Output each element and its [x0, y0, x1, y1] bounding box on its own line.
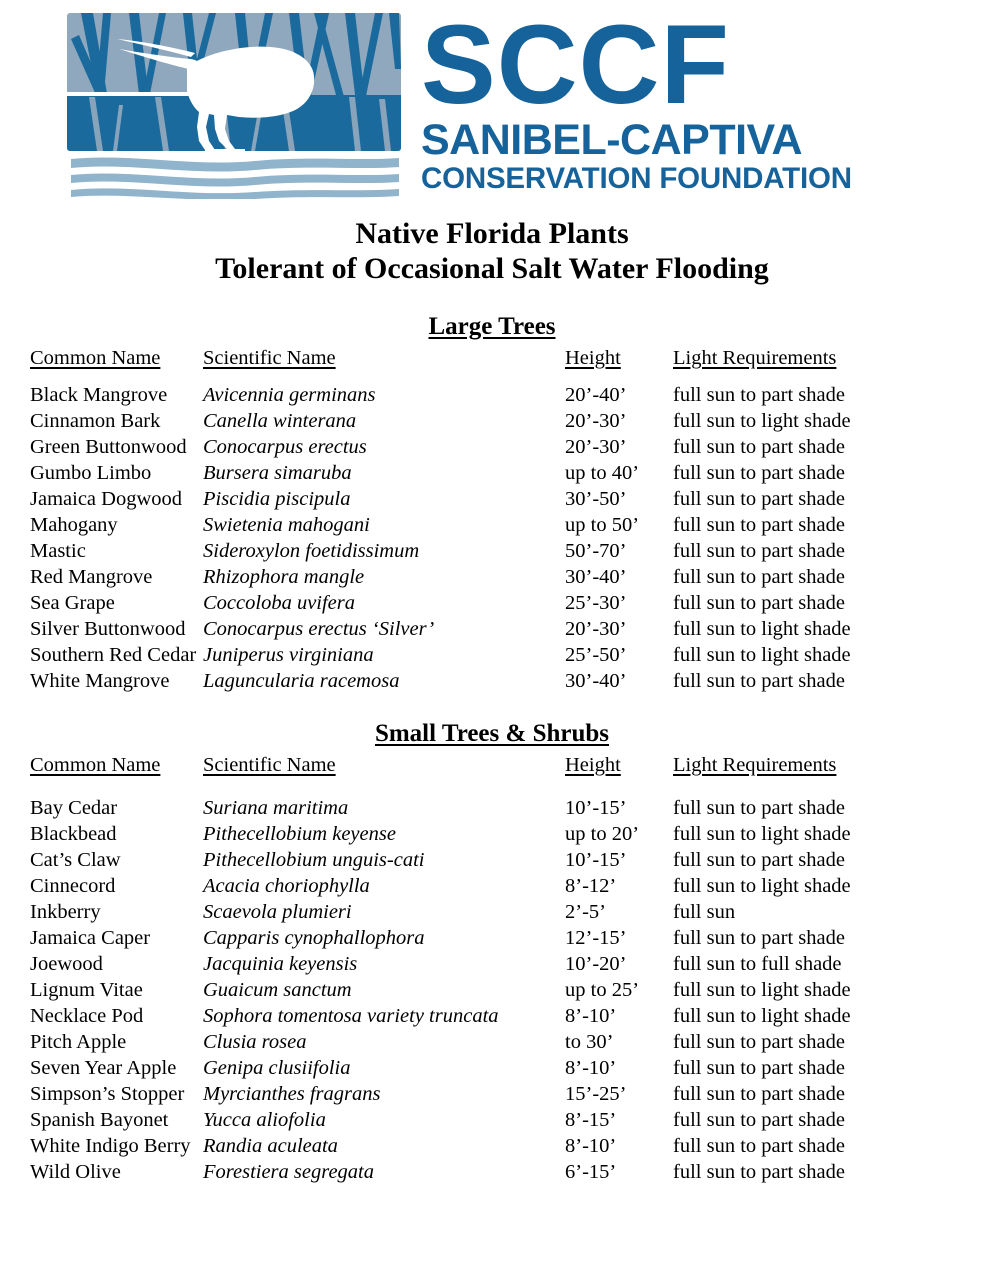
- cell-light-requirements: full sun to part shade: [673, 461, 845, 484]
- table-row: [0, 1159, 984, 1185]
- cell-scientific-name: [203, 1029, 565, 1055]
- cell-scientific-name: [203, 1107, 565, 1133]
- scientific-name-qualifier: ‘Silver’: [366, 617, 435, 640]
- cell-common-name: Cat’s Claw: [30, 848, 121, 871]
- table-row: [0, 977, 984, 1003]
- cell-scientific-name: [203, 899, 565, 925]
- scientific-name-variety: truncata: [429, 1004, 499, 1027]
- section-heading-small-trees-shrubs: [0, 720, 984, 748]
- cell-height: 10’-15’: [565, 848, 627, 871]
- cell-height: 20’-30’: [565, 409, 627, 432]
- table-row: [0, 434, 984, 460]
- cell-common-name: Wild Olive: [30, 1160, 121, 1183]
- cell-height: 10’-20’: [565, 952, 627, 975]
- cell-light-requirements: full sun to light shade: [673, 409, 851, 432]
- cell-light-requirements: full sun to part shade: [673, 848, 845, 871]
- sccf-name-line-2: CONSERVATION FOUNDATION: [421, 162, 852, 196]
- cell-scientific-name: [203, 590, 565, 616]
- table-row: [0, 925, 984, 951]
- cell-light-requirements: full sun to part shade: [673, 1030, 845, 1053]
- cell-light-requirements: full sun to part shade: [673, 1160, 845, 1183]
- cell-scientific-name: [203, 1055, 565, 1081]
- cell-light-requirements: full sun to part shade: [673, 796, 845, 819]
- cell-common-name: Inkberry: [30, 900, 101, 923]
- cell-scientific-name: [203, 873, 565, 899]
- cell-common-name: Silver Buttonwood: [30, 617, 186, 640]
- table-row: [0, 951, 984, 977]
- cell-common-name: White Indigo Berry: [30, 1134, 191, 1157]
- page-title-line-1: Native Florida Plants: [355, 217, 629, 250]
- cell-common-name: Cinnecord: [30, 874, 116, 897]
- cell-scientific-name: [203, 1081, 565, 1107]
- cell-height: to 30’: [565, 1030, 614, 1053]
- sccf-logo-wordmark: [409, 1, 935, 196]
- cell-height: 2’-5’: [565, 900, 606, 923]
- large-trees-table-header: [0, 345, 984, 382]
- table-row: [0, 512, 984, 538]
- scientific-name-italic: Myrcianthes fragrans: [203, 1082, 381, 1105]
- scientific-name-italic: Sophora tomentosa: [203, 1004, 362, 1027]
- cell-height: 8’-10’: [565, 1056, 617, 1079]
- page-title: [0, 216, 984, 287]
- scientific-name-italic: Juniperus virginiana: [203, 643, 374, 666]
- column-header-height: Height: [565, 753, 621, 776]
- cell-light-requirements: full sun to part shade: [673, 669, 845, 692]
- table-row: [0, 873, 984, 899]
- cell-common-name: Mahogany: [30, 513, 118, 536]
- cell-scientific-name: [203, 789, 565, 821]
- cell-light-requirements: full sun to part shade: [673, 435, 845, 458]
- table-row: [0, 1107, 984, 1133]
- cell-light-requirements: full sun: [673, 900, 736, 923]
- cell-common-name: Cinnamon Bark: [30, 409, 161, 432]
- table-row: [0, 847, 984, 873]
- scientific-name-italic: Guaicum sanctum: [203, 978, 352, 1001]
- column-header-light-requirements: Light Requirements: [673, 346, 837, 369]
- cell-common-name: Joewood: [30, 952, 103, 975]
- table-row: [0, 821, 984, 847]
- cell-common-name: Gumbo Limbo: [30, 461, 152, 484]
- large-trees-table-body: [0, 382, 984, 694]
- sccf-logo-mark-egret-marsh: [59, 9, 409, 199]
- column-header-light-requirements: Light Requirements: [673, 753, 837, 776]
- small-trees-shrubs-table-body: [0, 789, 984, 1185]
- sccf-acronym: SCCF: [421, 1, 730, 127]
- cell-light-requirements: full sun to part shade: [673, 1056, 845, 1079]
- scientific-name-italic: Avicennia germinans: [203, 383, 376, 406]
- cell-light-requirements: full sun to part shade: [673, 513, 845, 536]
- scientific-name-italic: Capparis cynophallophora: [203, 926, 425, 949]
- cell-common-name: Southern Red Cedar: [30, 643, 197, 666]
- table-row: [0, 538, 984, 564]
- section-heading-large-trees: [0, 313, 984, 341]
- scientific-name-italic: Forestiera segregata: [203, 1160, 374, 1183]
- scientific-name-qualifier: variety: [361, 1004, 430, 1027]
- cell-light-requirements: full sun to part shade: [673, 539, 845, 562]
- cell-height: 20’-30’: [565, 435, 627, 458]
- cell-height: 8’-10’: [565, 1134, 617, 1157]
- cell-light-requirements: full sun to full shade: [673, 952, 842, 975]
- cell-light-requirements: full sun to light shade: [673, 1004, 851, 1027]
- cell-height: 25’-30’: [565, 591, 627, 614]
- small-trees-shrubs-table: [0, 752, 984, 1185]
- cell-common-name: Red Mangrove: [30, 565, 153, 588]
- table-header-row: [0, 345, 984, 382]
- large-trees-table: [0, 345, 984, 694]
- cell-scientific-name: [203, 951, 565, 977]
- scientific-name-italic: Acacia choriophylla: [203, 874, 370, 897]
- scientific-name-italic: Suriana maritima: [203, 796, 349, 819]
- table-row: [0, 564, 984, 590]
- cell-common-name: Black Mangrove: [30, 383, 168, 406]
- scientific-name-italic: Canella winterana: [203, 409, 357, 432]
- table-row: [0, 668, 984, 694]
- cell-light-requirements: full sun to part shade: [673, 565, 845, 588]
- sccf-logo: [49, 1, 935, 204]
- cell-scientific-name: [203, 847, 565, 873]
- table-row: [0, 1133, 984, 1159]
- cell-scientific-name: [203, 821, 565, 847]
- scientific-name-italic: Pithecellobium unguis-cati: [203, 848, 425, 871]
- cell-light-requirements: full sun to light shade: [673, 617, 851, 640]
- cell-scientific-name: [203, 512, 565, 538]
- cell-common-name: Seven Year Apple: [30, 1056, 177, 1079]
- section-small-trees-shrubs: [0, 720, 984, 1185]
- column-header-height: Height: [565, 346, 621, 369]
- cell-scientific-name: [203, 486, 565, 512]
- cell-height: 6’-15’: [565, 1160, 617, 1183]
- column-header-common-name: Common Name: [30, 753, 161, 776]
- cell-scientific-name: [203, 408, 565, 434]
- table-row: [0, 486, 984, 512]
- cell-scientific-name: [203, 564, 565, 590]
- scientific-name-italic: Swietenia mahogani: [203, 513, 370, 536]
- cell-height: 30’-50’: [565, 487, 627, 510]
- cell-light-requirements: full sun to part shade: [673, 1108, 845, 1131]
- scientific-name-italic: Coccoloba uvifera: [203, 591, 356, 614]
- table-row: [0, 590, 984, 616]
- cell-height: 8’-12’: [565, 874, 617, 897]
- sccf-name-line-1: SANIBEL-CAPTIVA: [421, 115, 803, 164]
- cell-light-requirements: full sun to part shade: [673, 487, 845, 510]
- page-title-line-2: Tolerant of Occasional Salt Water Flooding: [215, 252, 769, 286]
- cell-common-name: Pitch Apple: [30, 1030, 127, 1053]
- table-row: [0, 382, 984, 408]
- table-row: [0, 899, 984, 925]
- cell-scientific-name: [203, 1133, 565, 1159]
- cell-common-name: Green Buttonwood: [30, 435, 187, 458]
- cell-height: up to 25’: [565, 978, 640, 1001]
- cell-height: 25’-50’: [565, 643, 627, 666]
- cell-scientific-name: [203, 382, 565, 408]
- table-row: [0, 1003, 984, 1029]
- scientific-name-italic: Clusia rosea: [203, 1030, 307, 1053]
- cell-common-name: Sea Grape: [30, 591, 115, 614]
- cell-light-requirements: full sun to part shade: [673, 926, 845, 949]
- cell-height: 8’-10’: [565, 1004, 617, 1027]
- scientific-name-italic: Randia aculeata: [203, 1134, 338, 1157]
- cell-scientific-name: [203, 668, 565, 694]
- cell-light-requirements: full sun to light shade: [673, 643, 851, 666]
- table-row: [0, 616, 984, 642]
- cell-scientific-name: [203, 1003, 565, 1029]
- small-trees-shrubs-table-header: [0, 752, 984, 789]
- cell-height: 20’-30’: [565, 617, 627, 640]
- cell-height: 20’-40’: [565, 383, 627, 406]
- cell-height: 30’-40’: [565, 565, 627, 588]
- table-row: [0, 1055, 984, 1081]
- scientific-name-italic: Scaevola plumieri: [203, 900, 352, 923]
- scientific-name-italic: Yucca aliofolia: [203, 1108, 326, 1131]
- cell-light-requirements: full sun to part shade: [673, 1134, 845, 1157]
- scientific-name-italic: Rhizophora mangle: [203, 565, 365, 588]
- column-header-scientific-name: Scientific Name: [203, 346, 336, 369]
- cell-common-name: Jamaica Caper: [30, 926, 151, 949]
- scientific-name-italic: Bursera simaruba: [203, 461, 352, 484]
- table-row: [0, 1029, 984, 1055]
- cell-scientific-name: [203, 1159, 565, 1185]
- table-header-row: [0, 752, 984, 789]
- section-heading-large-trees-text: Large Trees: [428, 312, 556, 340]
- cell-height: 12’-15’: [565, 926, 627, 949]
- scientific-name-italic: Sideroxylon foetidissimum: [203, 539, 420, 562]
- cell-height: up to 20’: [565, 822, 640, 845]
- cell-common-name: Lignum Vitae: [30, 978, 143, 1001]
- cell-light-requirements: full sun to light shade: [673, 822, 851, 845]
- cell-height: 10’-15’: [565, 796, 627, 819]
- cell-scientific-name: [203, 538, 565, 564]
- cell-scientific-name: [203, 642, 565, 668]
- scientific-name-italic: Conocarpus erectus: [203, 617, 367, 640]
- cell-scientific-name: [203, 977, 565, 1003]
- cell-scientific-name: [203, 925, 565, 951]
- cell-height: up to 50’: [565, 513, 640, 536]
- cell-common-name: Mastic: [30, 539, 86, 562]
- scientific-name-italic: Genipa clusiifolia: [203, 1056, 351, 1079]
- table-row: [0, 1081, 984, 1107]
- section-large-trees: [0, 313, 984, 694]
- scientific-name-italic: Conocarpus erectus: [203, 435, 367, 458]
- cell-light-requirements: full sun to part shade: [673, 591, 845, 614]
- cell-common-name: Spanish Bayonet: [30, 1108, 169, 1131]
- scientific-name-italic: Pithecellobium keyense: [203, 822, 396, 845]
- cell-common-name: White Mangrove: [30, 669, 170, 692]
- column-header-scientific-name: Scientific Name: [203, 753, 336, 776]
- cell-height: up to 40’: [565, 461, 640, 484]
- table-row: [0, 642, 984, 668]
- section-heading-small-trees-shrubs-text: Small Trees & Shrubs: [374, 719, 610, 747]
- cell-light-requirements: full sun to light shade: [673, 978, 851, 1001]
- cell-scientific-name: [203, 434, 565, 460]
- cell-common-name: Blackbead: [30, 822, 117, 845]
- cell-common-name: Jamaica Dogwood: [30, 487, 182, 510]
- cell-common-name: Necklace Pod: [30, 1004, 144, 1027]
- cell-height: 15’-25’: [565, 1082, 627, 1105]
- cell-common-name: Simpson’s Stopper: [30, 1082, 185, 1105]
- cell-light-requirements: full sun to light shade: [673, 874, 851, 897]
- table-row: [0, 460, 984, 486]
- cell-height: 50’-70’: [565, 539, 627, 562]
- scientific-name-italic: Jacquinia keyensis: [203, 952, 358, 975]
- cell-light-requirements: full sun to part shade: [673, 1082, 845, 1105]
- cell-height: 8’-15’: [565, 1108, 617, 1131]
- table-row: [0, 789, 984, 821]
- column-header-common-name: Common Name: [30, 346, 161, 369]
- table-row: [0, 408, 984, 434]
- cell-light-requirements: full sun to part shade: [673, 383, 845, 406]
- cell-scientific-name: [203, 616, 565, 642]
- cell-common-name: Bay Cedar: [30, 796, 118, 819]
- cell-scientific-name: [203, 460, 565, 486]
- scientific-name-italic: Piscidia piscipula: [203, 487, 351, 510]
- scientific-name-italic: Laguncularia racemosa: [203, 669, 400, 692]
- cell-height: 30’-40’: [565, 669, 627, 692]
